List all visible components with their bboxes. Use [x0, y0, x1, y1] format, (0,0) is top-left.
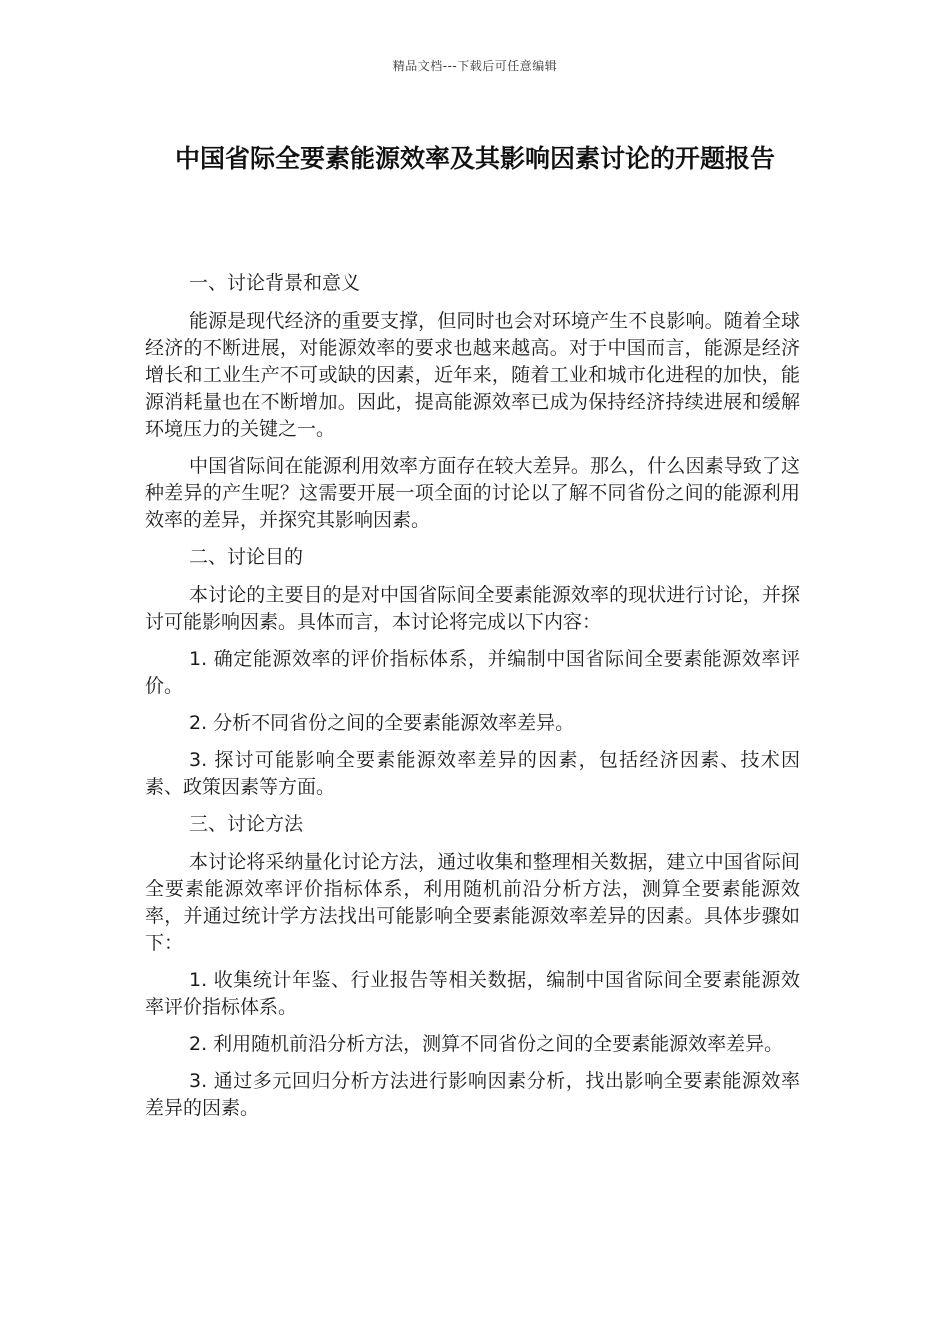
list-item: 3. 探讨可能影响全要素能源效率差异的因素，包括经济因素、技术因素、政策因素等方面。: [145, 749, 800, 798]
paragraph: 本讨论将采纳量化讨论方法，通过收集和整理相关数据，建立中国省际间全要素能源效率评价指标体系，利用随机前沿分析方法，测算全要素能源效率，并通过统计学方法找出可能影响全要素能源效率差异的因素。具体步骤如下：: [145, 851, 800, 954]
list-item: 2. 分析不同省份之间的全要素能源效率差异。: [189, 712, 575, 734]
list-item: 1. 确定能源效率的评价指标体系，并编制中国省际间全要素能源效率评价。: [145, 648, 800, 697]
section-heading-background: 一、讨论背景和意义: [189, 272, 361, 294]
paragraph: 中国省际间在能源利用效率方面存在较大差异。那么，什么因素导致了这种差异的产生呢？这需要开展一项全面的讨论以了解不同省份之间的能源利用效率的差异，并探究其影响因素。: [145, 455, 800, 531]
list-item: 2. 利用随机前沿分析方法，测算不同省份之间的全要素能源效率差异。: [189, 1033, 784, 1055]
document-body: [145, 270, 800, 1132]
document-title: 中国省际全要素能源效率及其影响因素讨论的开题报告: [174, 144, 775, 173]
paragraph: 本讨论的主要目的是对中国省际间全要素能源效率的现状进行讨论，并探讨可能影响因素。具体而言，本讨论将完成以下内容：: [145, 584, 800, 633]
paragraph: 能源是现代经济的重要支撑，但同时也会对环境产生不良影响。随着全球经济的不断进展，对能源效率的要求也越来越高。对于中国而言，能源是经济增长和工业生产不可或缺的因素，近年来，随着工业和城市化进程的加快，能源消耗量也在不断增加。因此，提高能源效率已成为保持经济持续进展和缓解环境压力的关键之一。: [145, 310, 800, 440]
section-heading-method: 三、讨论方法: [189, 813, 304, 835]
list-item: 1. 收集统计年鉴、行业报告等相关数据，编制中国省际间全要素能源效率评价指标体系。: [145, 969, 800, 1018]
section-heading-purpose: 二、讨论目的: [189, 546, 304, 568]
header-note: 精品文档---下载后可任意编辑: [392, 59, 558, 73]
list-item: 3. 通过多元回归分析方法进行影响因素分析，找出影响全要素能源效率差异的因素。: [145, 1070, 800, 1119]
